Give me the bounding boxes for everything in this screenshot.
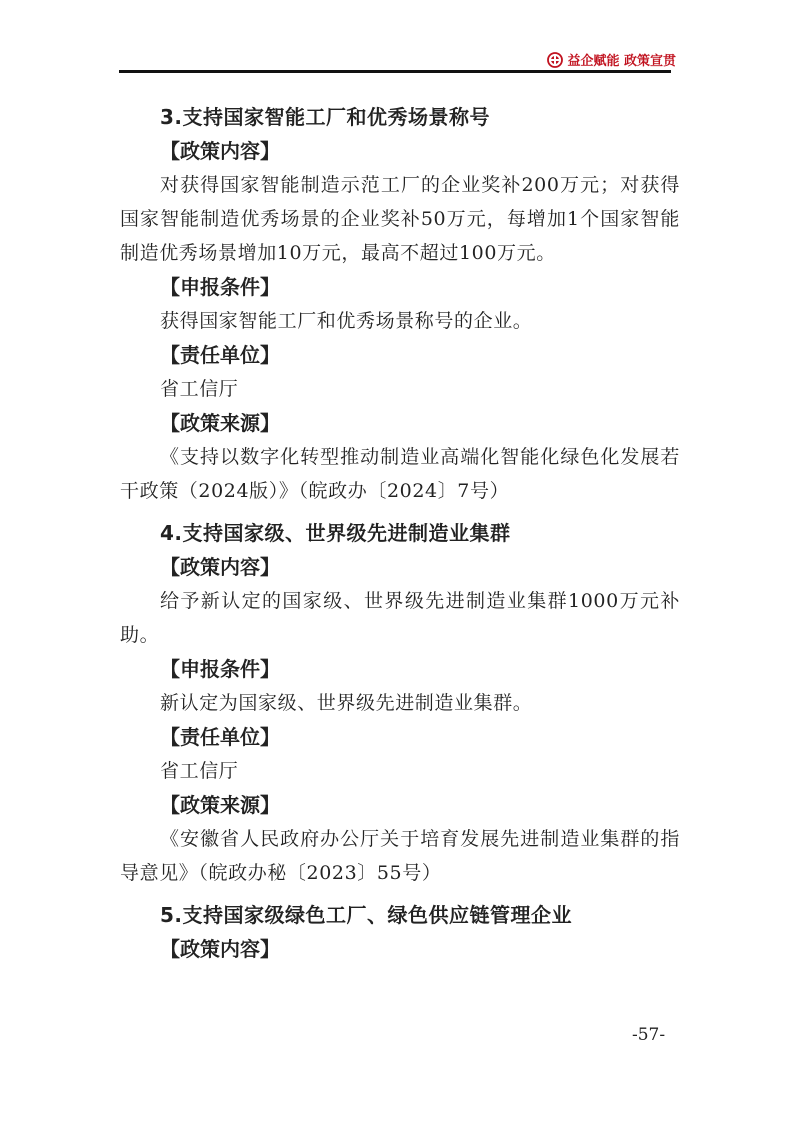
header-brand xyxy=(547,50,676,69)
label-responsible-unit: 【责任单位】 xyxy=(160,725,280,749)
circle-logo-icon xyxy=(547,52,563,68)
policy-source-text: 《安徽省人民政府办公厅关于培育发展先进制造业集群的指导意见》（皖政办秘〔2023〕55号） xyxy=(120,828,680,884)
responsible-unit-text: 省工信厅 xyxy=(160,378,239,400)
policy-section xyxy=(120,516,680,890)
label-policy-source: 【政策来源】 xyxy=(160,411,280,435)
page-number: -57- xyxy=(632,1025,666,1045)
header-brand-text: 益企赋能 政策宣贯 xyxy=(567,54,676,69)
conditions-text: 新认定为国家级、世界级先进制造业集群。 xyxy=(160,692,533,714)
policy-source-text: 《支持以数字化转型推动制造业高端化智能化绿色化发展若干政策（2024版）》（皖政办〔2024〕7号） xyxy=(120,446,680,502)
section-title: 4.支持国家级、世界级先进制造业集群 xyxy=(160,521,511,545)
label-policy-content: 【政策内容】 xyxy=(160,139,280,163)
section-title: 3.支持国家智能工厂和优秀场景称号 xyxy=(160,105,491,129)
label-conditions: 【申报条件】 xyxy=(160,275,280,299)
responsible-unit-text: 省工信厅 xyxy=(160,760,239,782)
policy-section xyxy=(120,100,680,508)
header-rule xyxy=(119,70,671,73)
label-policy-content: 【政策内容】 xyxy=(160,555,280,579)
label-responsible-unit: 【责任单位】 xyxy=(160,343,280,367)
policy-content-text: 给予新认定的国家级、世界级先进制造业集群1000万元补助。 xyxy=(120,590,680,646)
document-body xyxy=(120,100,680,966)
policy-content-text: 对获得国家智能制造示范工厂的企业奖补200万元；对获得国家智能制造优秀场景的企业奖补50万元，每增加1个国家智能制造优秀场景增加10万元，最高不超过100万元。 xyxy=(120,174,680,264)
conditions-text: 获得国家智能工厂和优秀场景称号的企业。 xyxy=(160,310,533,332)
label-conditions: 【申报条件】 xyxy=(160,657,280,681)
section-title: 5.支持国家级绿色工厂、绿色供应链管理企业 xyxy=(160,903,573,927)
label-policy-content: 【政策内容】 xyxy=(160,937,280,961)
label-policy-source: 【政策来源】 xyxy=(160,793,280,817)
policy-section xyxy=(120,898,680,966)
